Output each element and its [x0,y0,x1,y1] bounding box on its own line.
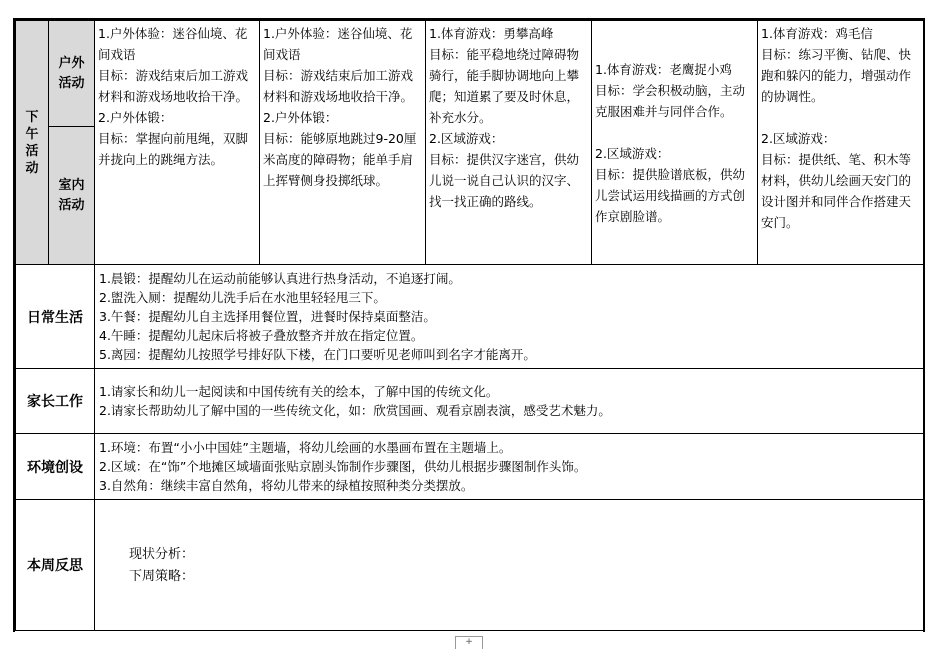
afternoon-activity-label: 下午活动 [16,21,49,265]
list-item: 3.自然角：继续丰富自然角，将幼儿带来的绿植按照种类分类摆放。 [99,478,474,493]
next-week-strategy: 下周策略： [129,569,195,584]
indoor-activity-label: 室内活动 [49,127,95,265]
daily-life-label: 日常生活 [16,265,95,369]
list-item: 2.盥洗入厕：提醒幼儿洗手后在水池里轻轻甩三下。 [99,290,386,305]
afternoon-cell-fri: 1.体育游戏：鸡毛信 目标：练习平衡、钻爬、快跑和躲闪的能力，增强动作的协调性。 2.区域游戏： 目标：提供纸、笔、积木等材料，供幼儿绘画天安门的设计图并和同伴合作搭建天安门。 [758,21,924,265]
environment-list [95,434,924,500]
current-analysis: 现状分析： [129,547,195,562]
list-item: 3.午餐：提醒幼儿自主选择用餐位置，进餐时保持桌面整洁。 [99,309,436,324]
list-item: 2.请家长帮助幼儿了解中国的一些传统文化，如：欣赏国画、观看京剧表演，感受艺术魅力。 [99,403,611,418]
environment-label: 环境创设 [16,434,95,500]
list-item: 4.午睡：提醒幼儿起床后将被子叠放整齐并放在指定位置。 [99,328,424,343]
weekly-plan-table [13,18,925,632]
list-item: 1.晨锻：提醒幼儿在运动前能够认真进行热身活动，不追逐打闹。 [99,271,461,286]
afternoon-cell-thu: 1.体育游戏：老鹰捉小鸡 目标：学会积极动脑，主动克服困难并与同伴合作。 2.区域游戏： 目标：提供脸谱底板，供幼儿尝试运用线描画的方式创作京剧脸谱。 [592,21,758,265]
afternoon-cell-tue: 1.户外体验：迷谷仙境、花间戏语 目标：游戏结束后加工游戏材料和游戏场地收拾干净。 2.户外体锻： 目标：能够原地跳过9-20厘米高度的障碍物；能单手肩上挥臂侧身投掷纸球。 [260,21,426,265]
afternoon-cell-mon: 1.户外体验：迷谷仙境、花间戏语 目标：游戏结束后加工游戏材料和游戏场地收拾干净。 2.户外体锻： 目标：掌握向前甩绳，双脚并拢向上的跳绳方法。 [95,21,260,265]
reflection-label: 本周反思 [16,500,95,631]
list-item: 5.离园：提醒幼儿按照学号排好队下楼，在门口要听见老师叫到名字才能离开。 [99,347,536,362]
list-item: 1.环境：布置“小小中国娃”主题墙，将幼儿绘画的水墨画布置在主题墙上。 [99,440,512,455]
daily-life-list [95,265,924,369]
afternoon-cell-wed: 1.体育游戏：勇攀高峰 目标：能平稳地绕过障碍物骑行，能手脚协调地向上攀爬；知道累了要及时休息，补充水分。 2.区域游戏： 目标：提供汉字迷宫，供幼儿说一说自己认识的汉字、找一找正确的路线。 [426,21,592,265]
list-item: 2.区域：在“饰”个地摊区域墙面张贴京剧头饰制作步骤图，供幼儿根据步骤图制作头饰。 [99,459,587,474]
reflection-cell [95,500,924,631]
parent-work-label: 家长工作 [16,369,95,434]
outdoor-activity-label: 户外活动 [49,21,95,127]
page-marker-icon: + [455,636,483,649]
parent-work-list [95,369,924,434]
list-item: 1.请家长和幼儿一起阅读和中国传统有关的绘本，了解中国的传统文化。 [99,384,499,399]
